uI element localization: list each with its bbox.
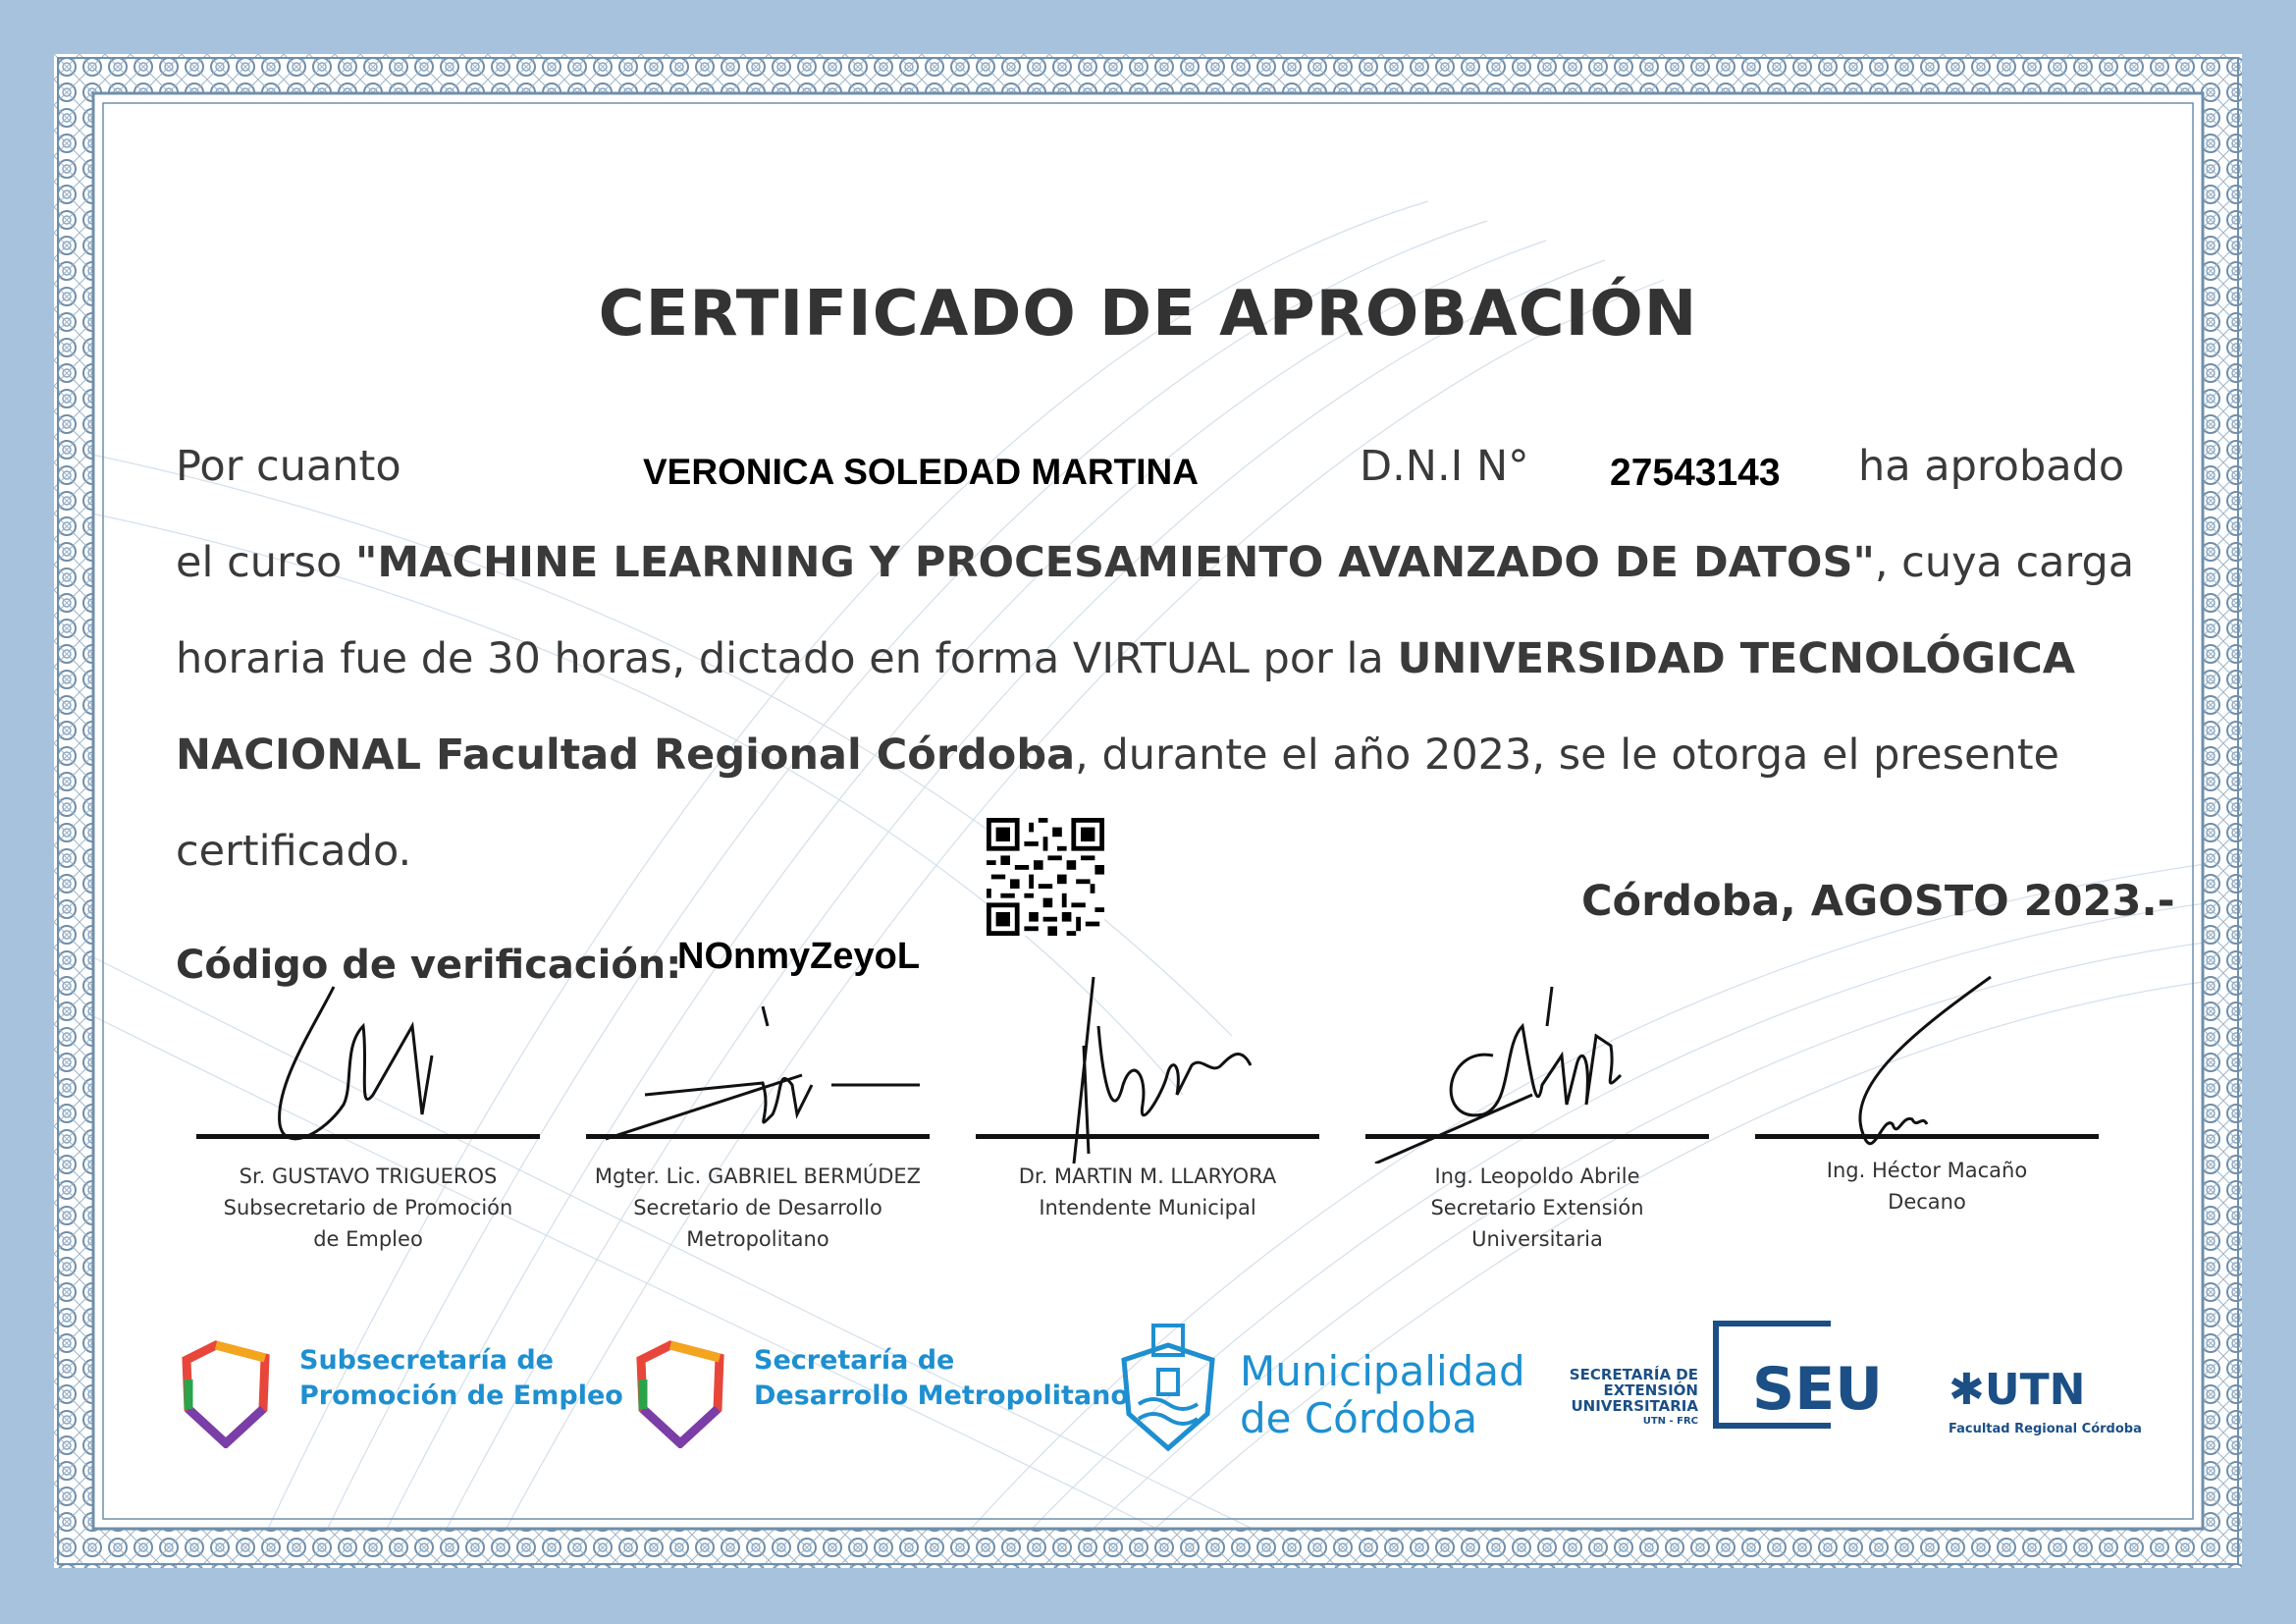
- logo4-line4: UTN - FRC: [1642, 1416, 1698, 1427]
- signatory-2-role1: Secretario de Desarrollo: [633, 1196, 882, 1219]
- body-line-2: [176, 538, 2134, 587]
- signature-3: [976, 967, 1319, 1164]
- signatory-4-name: Ing. Leopoldo Abrile: [1434, 1164, 1640, 1188]
- qr-code[interactable]: [987, 818, 1104, 936]
- signature-1: [196, 967, 540, 1164]
- utn-logo-text: UTN: [1984, 1365, 2086, 1415]
- body-line-4: [176, 731, 2059, 780]
- verification-code: NOnmyZeyoL: [677, 936, 921, 977]
- logo4-line2: EXTENSIÓN: [1603, 1381, 1698, 1399]
- signature-2: [586, 967, 930, 1164]
- seu-logo-caption: [1541, 1367, 1698, 1430]
- body-line-3: [176, 634, 2075, 683]
- dni-label: D.N.I N°: [1360, 442, 1529, 491]
- municipalidad-crest-logo: [1114, 1321, 1222, 1453]
- municipalidad-logo-text: [1240, 1348, 1525, 1442]
- logo3-line1: Municipalidad: [1240, 1347, 1525, 1395]
- promocion-empleo-shield-logo: [177, 1340, 275, 1448]
- certificate-title: CERTIFICADO DE APROBACIÓN: [598, 278, 1698, 351]
- signatory-2-role2: Metropolitano: [686, 1227, 829, 1251]
- signatory-1-name: Sr. GUSTAVO TRIGUEROS: [239, 1164, 498, 1188]
- recipient-name: VERONICA SOLEDAD MARTINA: [643, 452, 1199, 492]
- logo2-line2: Desarrollo Metropolitano: [754, 1380, 1129, 1411]
- signatory-3-name: Dr. MARTIN M. LLARYORA: [1018, 1164, 1277, 1188]
- line2-prefix: el curso: [176, 538, 356, 587]
- course-name: "MACHINE LEARNING Y PROCESAMIENTO AVANZADO DE DATOS": [355, 538, 1875, 587]
- signatory-1-role1: Subsecretario de Promoción: [223, 1196, 513, 1219]
- logo1-line2: Promoción de Empleo: [299, 1380, 623, 1411]
- logo3-line2: de Córdoba: [1240, 1394, 1478, 1442]
- line2-suffix: , cuya carga: [1874, 538, 2135, 587]
- utn-logo-subtitle: Facultad Regional Córdoba: [1949, 1422, 2142, 1436]
- signature-block-3: [976, 1134, 1319, 1223]
- line4-suffix: , durante el año 2023, se le otorga el presente: [1075, 731, 2060, 780]
- signatory-2-name: Mgter. Lic. GABRIEL BERMÚDEZ: [594, 1164, 922, 1188]
- seu-logo-mark: SEU: [1752, 1355, 1883, 1424]
- logo2-line1: Secretaría de: [754, 1345, 955, 1376]
- utn-gear-icon: ✱: [1949, 1365, 1985, 1415]
- signature-block-1: [196, 1134, 540, 1255]
- signatory-5-role1: Decano: [1888, 1190, 1966, 1214]
- signature-block-4: [1365, 1134, 1709, 1255]
- signature-4: [1365, 967, 1709, 1164]
- logo4-line1: SECRETARÍA DE: [1569, 1366, 1698, 1383]
- desarrollo-metropolitano-logo-text: [754, 1343, 1129, 1414]
- signature-5: [1755, 967, 2099, 1164]
- logo1-line1: Subsecretaría de: [299, 1345, 554, 1376]
- signatory-5-name: Ing. Héctor Macaño: [1826, 1159, 2028, 1182]
- desarrollo-metropolitano-shield-logo: [631, 1340, 729, 1448]
- approved-text: ha aprobado: [1858, 442, 2125, 491]
- dni-value: 27543143: [1610, 452, 1781, 494]
- signatory-4-role1: Secretario Extensión: [1430, 1196, 1644, 1219]
- certificate-sheet: [54, 54, 2242, 1568]
- signatory-3-role1: Intendente Municipal: [1039, 1196, 1256, 1219]
- signature-block-2: [586, 1134, 930, 1255]
- intro-text: Por cuanto: [176, 442, 401, 491]
- signature-block-5: [1755, 1134, 2099, 1218]
- faculty-name: NACIONAL Facultad Regional Córdoba: [176, 731, 1076, 780]
- logo4-line3: UNIVERSITARIA: [1571, 1397, 1698, 1415]
- body-line-5: certificado.: [176, 827, 412, 876]
- university-name: UNIVERSIDAD TECNOLÓGICA: [1397, 634, 2076, 683]
- date-place: Córdoba, AGOSTO 2023.-: [1581, 877, 2175, 926]
- utn-logo-mark: [1949, 1365, 2085, 1415]
- promocion-empleo-logo-text: [299, 1343, 623, 1414]
- verification-label: Código de verificación:: [176, 943, 682, 988]
- signatory-4-role2: Universitaria: [1471, 1227, 1603, 1251]
- signatory-1-role2: de Empleo: [313, 1227, 423, 1251]
- line3-prefix: horaria fue de 30 horas, dictado en forma VIRTUAL por la: [176, 634, 1398, 683]
